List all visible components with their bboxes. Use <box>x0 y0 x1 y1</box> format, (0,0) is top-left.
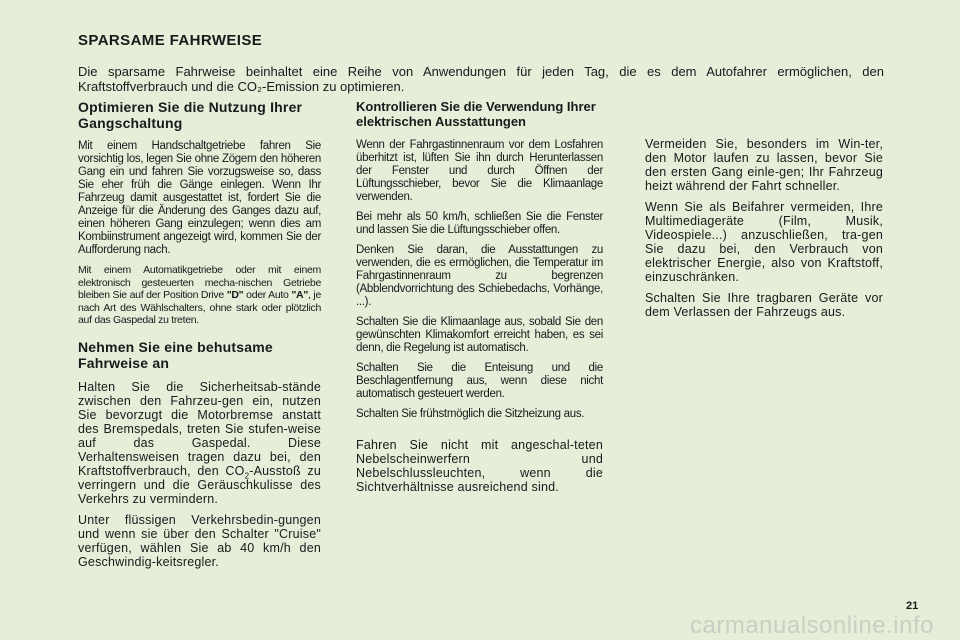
heading-electric-equipment: Kontrollieren Sie die Verwendung Ihrer elektrischen Ausstattungen <box>356 99 596 129</box>
heading-careful-driving: Nehmen Sie eine behutsame Fahrweise an <box>78 338 273 371</box>
right-paragraph: Schalten Sie Ihre tragbaren Geräte vor dem Verlassen der Fahrzeugs aus. <box>645 291 883 319</box>
watermark: carmanualsonline.info <box>690 612 934 639</box>
driving-text-start: Halten Sie die Sicherheitsab-stände zwischen den Fahrzeu-gen ein, nutzen Sie bevorzugt die Motorbremse anstatt des Bremspedals, treten Sie stufen-weise auf das Gaspedal. Diese Verhaltensweisen tragen dazu bei, den Kraftstoffverbrauch, den CO <box>78 379 321 478</box>
gear-automatic-text-middle: oder Auto <box>243 289 292 301</box>
page-title: SPARSAME FAHRWEISE <box>78 32 263 49</box>
fog-lights-paragraph: Fahren Sie nicht mit angeschal-teten Nebelscheinwerfern und Nebelschlussleuchten, wenn die Sichtverhältnisse ausreichend sind. <box>356 438 603 494</box>
gear-automatic-paragraph <box>78 264 321 327</box>
electric-paragraph: Schalten Sie die Klimaanlage aus, sobald Sie den gewünschten Klimakomfort erreicht haben, es sei denn, die Regelung ist automatisch. <box>356 316 603 354</box>
driving-text-end: -Ausstoß zu verringern und die Geräuschkulisse des Verkehrs zu vermindern. <box>78 463 321 506</box>
driving-distance-paragraph <box>78 380 321 506</box>
page-number: 21 <box>906 600 919 612</box>
column-right <box>645 137 883 326</box>
electric-paragraph: Schalten Sie frühstmöglich die Sitzheizung aus. <box>356 408 585 420</box>
auto-position-label: "A" <box>291 289 309 301</box>
drive-position-label: "D" <box>226 289 244 301</box>
intro-paragraph: Die sparsame Fahrweise beinhaltet eine Reihe von Anwendungen für jeden Tag, die es dem Autofahrer ermöglichen, den Kraftstoffverbrauch und die CO₂-Emission zu optimieren. <box>78 64 884 94</box>
column-left <box>78 99 321 576</box>
cruise-control-paragraph: Unter flüssigen Verkehrsbedin-gungen und wenn sie über den Schalter "Cruise" verfügen, wählen Sie ab 40 km/h den Geschwindig-keitsregler. <box>78 512 321 569</box>
right-paragraph: Wenn Sie als Beifahrer vermeiden, Ihre Multimediageräte (Film, Musik, Videospiele...) anzuschließen, tra-gen Sie dazu bei, den Verbrauch von elektrischer Energie, also von Kraftstoff, einzuschränken. <box>645 200 883 284</box>
gear-automatic-text-start: Mit einem Automatikgetriebe oder mit einem elektronisch gesteuerten mecha-nischen Getriebe bleiben Sie auf der Position Drive <box>78 264 321 301</box>
gear-automatic-text-end: , je nach Art des Wählschalters, ohne stark oder plötzlich auf das Gaspedal zu treten. <box>78 289 321 326</box>
spacer <box>356 428 603 438</box>
column-middle <box>356 99 603 501</box>
electric-paragraph: Wenn der Fahrgastinnenraum vor dem Losfahren überhitzt ist, lüften Sie ihn durch Herunterlassen der Fenster und durch Öffnen der Lüftungsschieber, bevor Sie die Klimaanlage verwenden. <box>356 139 603 203</box>
heading-gear-usage: Optimieren Sie die Nutzung Ihrer Gangschaltung <box>78 99 303 131</box>
electric-paragraph: Denken Sie daran, die Ausstattungen zu verwenden, die es ermöglichen, die Temperatur im Fahrgastinnenraum zu begrenzen (Abblendvorrichtung des Schiebedachs, Vorhänge, ...). <box>356 244 603 308</box>
electric-paragraph: Schalten Sie die Enteisung und die Beschlagentfernung aus, wenn diese nicht automatisch gesteuert werden. <box>356 362 603 400</box>
right-paragraph: Vermeiden Sie, besonders im Win-ter, den Motor laufen zu lassen, bevor Sie den ersten Gang einle-gen; Ihr Fahrzeug heizt während der Fahrt schneller. <box>645 137 883 193</box>
electric-paragraph: Bei mehr als 50 km/h, schließen Sie die Fenster und lassen Sie die Lüftungsschieber offen. <box>356 211 603 236</box>
co2-subscript: 2 <box>244 471 250 480</box>
gear-manual-paragraph: Mit einem Handschaltgetriebe fahren Sie vorsichtig los, legen Sie ohne Zögern den höheren Gang ein und fahren Sie vorzugsweise so, dass Sie eher früh die Gänge einlegen. Wenn Ihr Fahrzeug damit ausgestattet ist, fordert Sie die Anzeige für die Änderung des Ganges dazu auf, einen höheren Gang einzulegen; wenn dies am Kombiinstrument angezeigt wird, kommen Sie der Aufforderung nach. <box>78 140 321 256</box>
